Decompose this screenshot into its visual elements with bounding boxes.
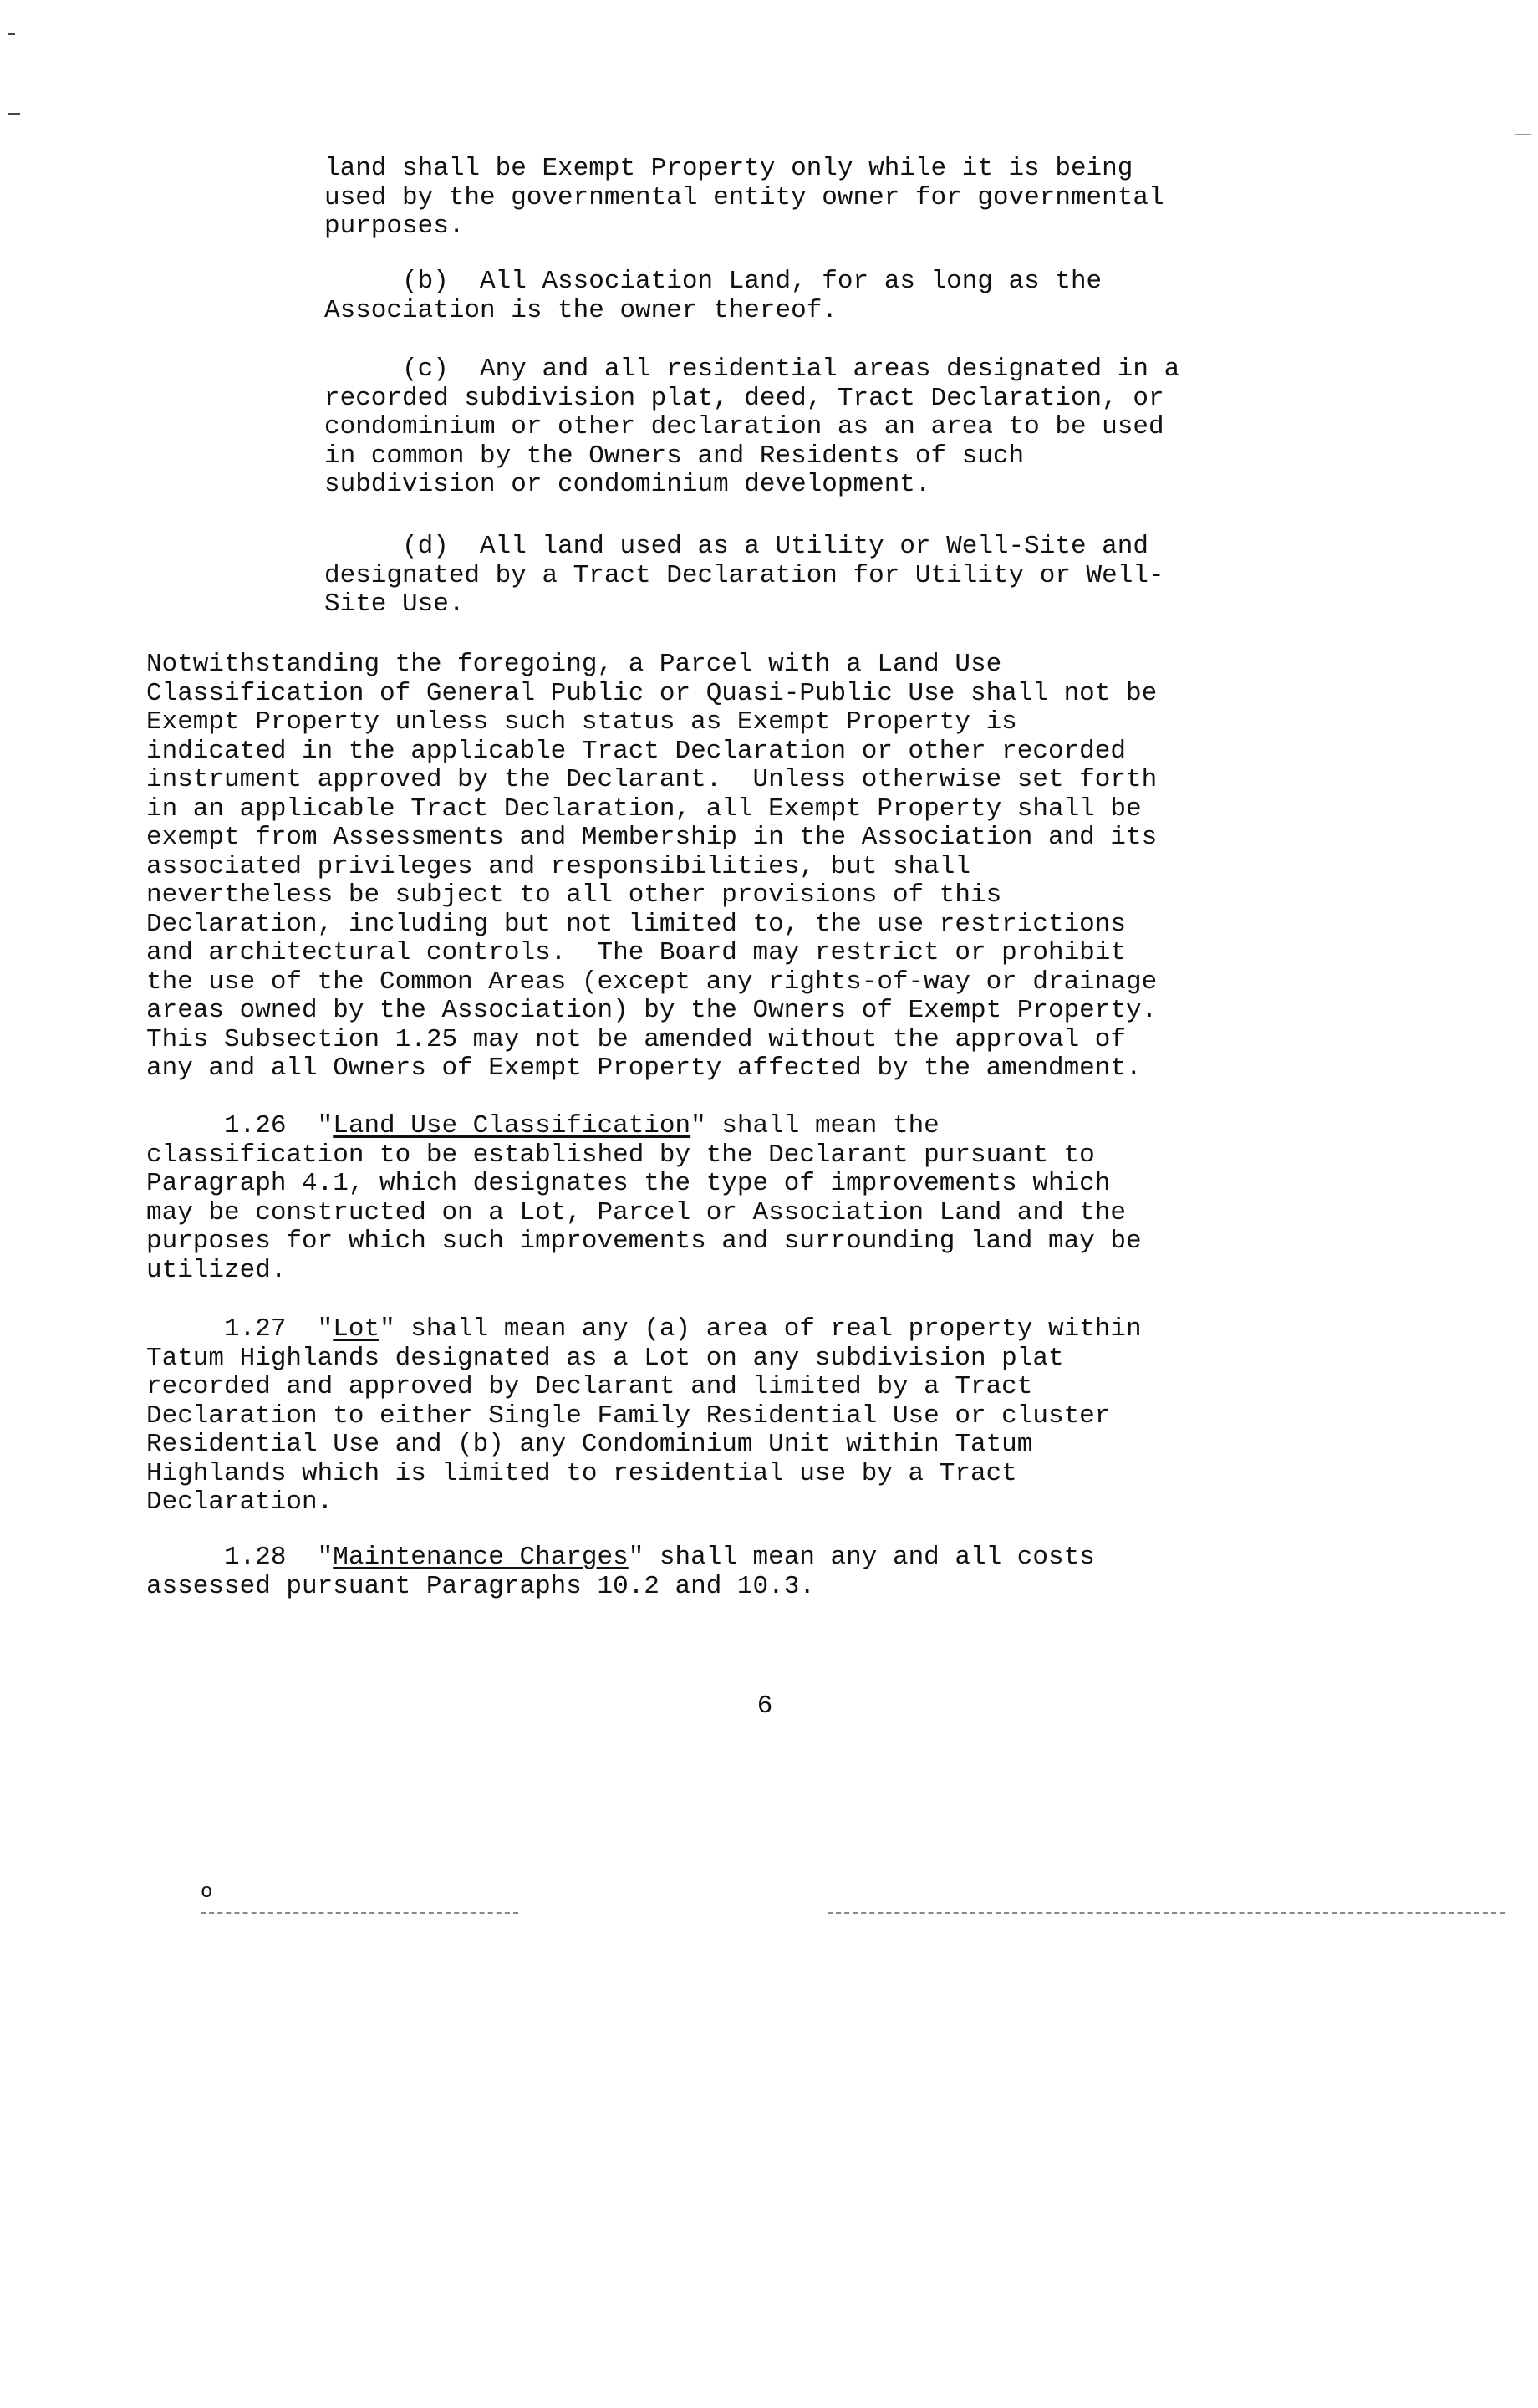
footer-mark: o <box>201 1881 213 1904</box>
term-land-use-classification: Land Use Classification <box>333 1111 691 1140</box>
section-1-26 <box>146 1112 1358 1285</box>
section-1-27-lead: 1.27 " <box>146 1314 334 1344</box>
scan-mark-top-right <box>1515 134 1531 135</box>
scan-mark-top-left <box>8 33 15 35</box>
page-number: 6 <box>756 1691 773 1721</box>
paragraph-d: (d) All land used as a Utility or Well-Site and designated by a Tract Declaration for Utility or Well- Site Use. <box>324 532 1164 619</box>
section-1-26-lead: 1.26 " <box>146 1111 334 1140</box>
scan-mark-left <box>8 113 20 115</box>
section-1-27 <box>146 1315 1358 1518</box>
term-lot: Lot <box>333 1314 380 1344</box>
section-1-28 <box>146 1543 1358 1601</box>
footer-rule-left <box>201 1912 518 1914</box>
section-1-26-text: " shall mean the classification to be established by the Declarant pursuant to Paragraph 4.1, which designates the type of improvements which may be constructed on a Lot, Parcel or Association Land and the purposes for which such improvements and surrounding land may be utilized. <box>146 1111 1142 1285</box>
paragraph-c: (c) Any and all residential areas designated in a recorded subdivision plat, deed, Tract Declaration, or condominium or other declaration as an area to be used in common by the Owners and Residents of such subdivision or condominium development. <box>324 355 1180 499</box>
notwithstanding-paragraph: Notwithstanding the foregoing, a Parcel with a Land Use Classification of General Public or Quasi-Public Use shall not be Exempt Property unless such status as Exempt Property is indicated in the applicable Tract Declaration or other recorded instrument approved by the Declarant. Unless otherwise set forth in an applicable Tract Declaration, all Exempt Property shall be exempt from Assessments and Membership in the Association and its associated privileges and responsibilities, but shall nevertheless be subject to all other provisions of this Declaration, including but not limited to, the use restrictions and architectural controls. The Board may restrict or prohibit the use of the Common Areas (except any rights-of-way or drainage areas owned by the Association) by the Owners of Exempt Property. This Subsection 1.25 may not be amended without the approval of any and all Owners of Exempt Property affected by the amendment. <box>146 650 1158 1083</box>
section-1-28-lead: 1.28 " <box>146 1543 334 1572</box>
paragraph-b: (b) All Association Land, for as long as the Association is the owner thereof. <box>324 267 1103 325</box>
footer-rule-right <box>828 1912 1505 1914</box>
paragraph-a-continuation: land shall be Exempt Property only while it is being used by the governmental entity owner for governmental purposes. <box>324 154 1164 241</box>
term-maintenance-charges: Maintenance Charges <box>333 1543 629 1572</box>
section-1-28-text: " shall mean any and all costs assessed pursuant Paragraphs 10.2 and 10.3. <box>146 1543 1095 1601</box>
section-1-27-text: " shall mean any (a) area of real property within Tatum Highlands designated as a Lot on any subdivision plat recorded and approved by Declarant and limited by a Tract Declaration to either Single Family Residential Use or cluster Residential Use and (b) any Condominium Unit within Tatum Highlands which is limited to residential use by a Tract Declaration. <box>146 1314 1142 1517</box>
